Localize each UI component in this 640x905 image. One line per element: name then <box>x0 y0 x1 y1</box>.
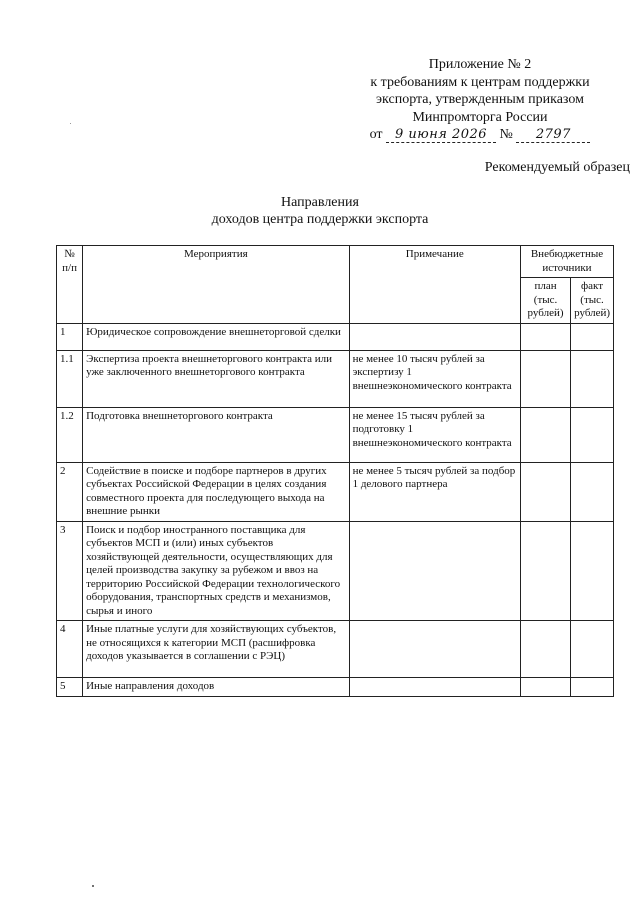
handwritten-date: 9 июня 2026 <box>386 128 496 143</box>
document-title <box>150 194 490 228</box>
table-header-row <box>57 246 614 278</box>
row-fact <box>571 407 614 462</box>
header-activities: Мероприятия <box>83 246 349 324</box>
row-note: не менее 5 тысяч рублей за подбор 1 делового партнера <box>349 462 520 521</box>
row-activity: Юридическое сопровождение внешнеторговой сделки <box>83 323 349 350</box>
row-num: 2 <box>57 462 83 521</box>
row-activity: Содействие в поиске и подборе партнеров в других субъектах Российской Федерации в целях создания совместного проекта для последующего выхода на внешние рынки <box>83 462 349 521</box>
row-activity: Поиск и подбор иностранного поставщика для субъектов МСП и (или) иных субъектов хозяйствующей деятельности, осуществляющих для целей производства закупку за рубежом и ввоз на территорию Российской Федерации технологического оборудования, транспортных средств и механизмов, сырья и иного <box>83 521 349 621</box>
number-label: № <box>499 127 513 142</box>
from-label: от <box>369 127 383 142</box>
row-plan <box>520 323 570 350</box>
row-num: 1 <box>57 323 83 350</box>
handwritten-number: 2797 <box>516 128 590 143</box>
row-fact <box>571 621 614 678</box>
header-num: № п/п <box>57 246 83 324</box>
header-fact: факт (тыс. рублей) <box>571 278 614 324</box>
row-note <box>349 678 520 697</box>
row-note <box>349 521 520 621</box>
row-num: 3 <box>57 521 83 621</box>
row-activity: Подготовка внешнеторгового контракта <box>83 407 349 462</box>
row-plan <box>520 350 570 407</box>
table-row <box>57 350 614 407</box>
row-plan <box>520 621 570 678</box>
row-fact <box>571 350 614 407</box>
row-num: 5 <box>57 678 83 697</box>
row-activity: Иные платные услуги для хозяйствующих субъектов, не относящихся к категории МСП (расшифровка доходов указывается в соглашении с РЭЦ) <box>83 621 349 678</box>
title-line-1: Направления <box>281 195 359 210</box>
row-plan <box>520 678 570 697</box>
appendix-line-2: к требованиям к центрам поддержки <box>370 74 590 90</box>
appendix-line-4: Минпромторга России <box>412 109 548 125</box>
row-fact <box>571 323 614 350</box>
recommended-sample-label: Рекомендуемый образец <box>484 160 630 175</box>
row-fact <box>571 678 614 697</box>
row-note <box>349 323 520 350</box>
row-plan <box>520 407 570 462</box>
table-row <box>57 521 614 621</box>
row-activity: Иные направления доходов <box>83 678 349 697</box>
title-line-2: доходов центра поддержки экспорта <box>211 212 429 227</box>
income-directions-table <box>56 245 614 697</box>
header-note: Примечание <box>349 246 520 324</box>
row-num: 1.2 <box>57 407 83 462</box>
header-plan: план (тыс. рублей) <box>520 278 570 324</box>
appendix-block <box>330 56 630 144</box>
row-fact <box>571 521 614 621</box>
scan-speck <box>92 885 94 887</box>
table-row <box>57 407 614 462</box>
row-num: 1.1 <box>57 350 83 407</box>
header-sources: Внебюджетные источники <box>520 246 613 278</box>
row-note: не менее 15 тысяч рублей за подготовку 1 внешнеэкономического контракта <box>349 407 520 462</box>
row-fact <box>571 462 614 521</box>
row-plan <box>520 521 570 621</box>
appendix-title: Приложение № 2 <box>428 57 532 72</box>
table-row <box>57 678 614 697</box>
order-line <box>330 126 630 144</box>
table-row <box>57 462 614 521</box>
table-row <box>57 621 614 678</box>
row-note <box>349 621 520 678</box>
table-row <box>57 323 614 350</box>
row-note: не менее 10 тысяч рублей за экспертизу 1 внешнеэкономического контракта <box>349 350 520 407</box>
appendix-line-3: экспорта, утвержденным приказом <box>376 92 584 107</box>
scan-speck <box>70 123 71 124</box>
row-plan <box>520 462 570 521</box>
row-num: 4 <box>57 621 83 678</box>
row-activity: Экспертиза проекта внешнеторгового контракта или уже заключенного внешнеторгового контракта <box>83 350 349 407</box>
